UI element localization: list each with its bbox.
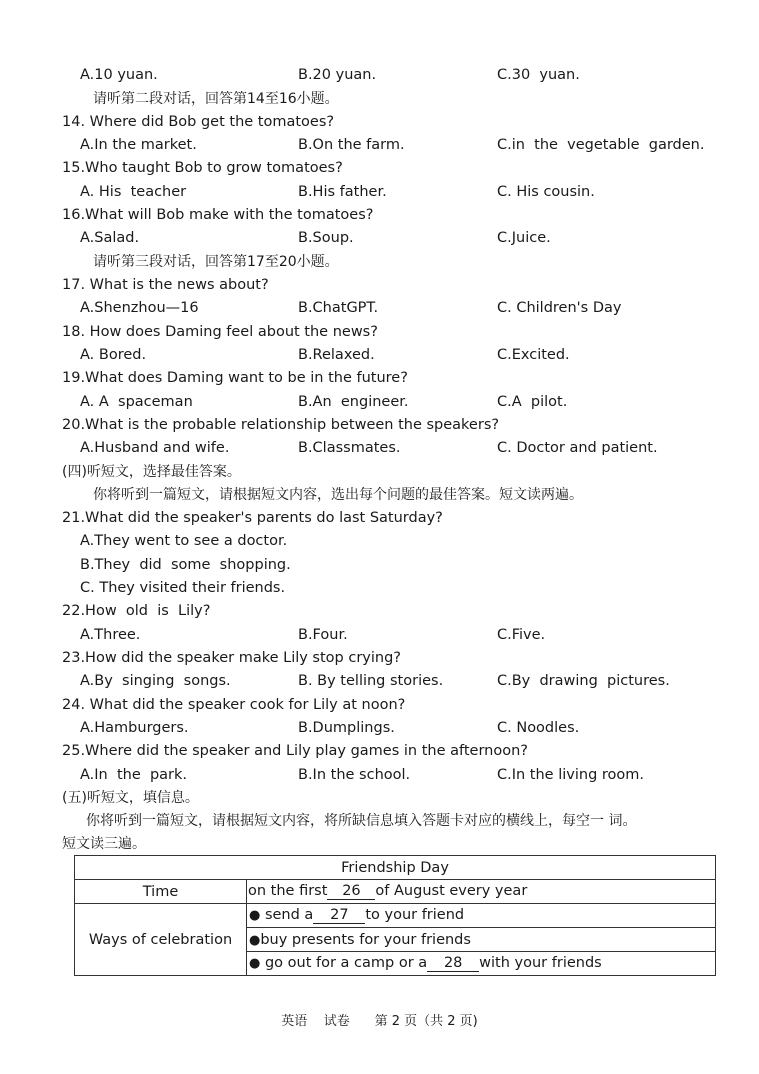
q16-stem: 16.What will Bob make with the tomatoes? [62, 207, 374, 223]
q25-stem: 25.Where did the speaker and Lily play games in the afternoon? [62, 743, 528, 759]
way1-pre-text: send a [264, 907, 314, 923]
q17-stem: 17. What is the news about? [62, 277, 269, 293]
q17-option-c: C. Children's Day [497, 300, 622, 316]
q24-stem: 24. What did the speaker cook for Lily at noon? [62, 697, 406, 713]
q23-option-a: A.By singing songs. [80, 673, 231, 689]
q22-option-a: A.Three. [80, 627, 141, 643]
part5-intro-line1: 你将听到一篇短文，请根据短文内容，将所缺信息填入答题卡对应的横线上，每空一 词。 [86, 813, 637, 829]
q16-option-c: C.Juice. [497, 230, 551, 246]
q22-stem: 22.How old is Lily? [62, 603, 211, 619]
q15-option-a: A. His teacher [80, 184, 187, 200]
table-title: Friendship Day [75, 856, 716, 880]
way3-post-text: with your friends [479, 955, 602, 971]
q19-option-b: B.An engineer. [298, 394, 409, 410]
blank-26: 26 [327, 883, 375, 900]
way1-post-text: to your friend [365, 907, 465, 923]
q25-option-c: C.In the living room. [497, 767, 645, 783]
way-row-1 [247, 904, 716, 928]
q19-stem: 19.What does Daming want to be in the future? [62, 370, 408, 386]
section3-intro: 请听第三段对话，回答第17至20小题。 [93, 254, 339, 270]
q14-option-b: B.On the farm. [298, 137, 405, 153]
time-post-text: of August every year [375, 883, 528, 899]
q19-option-a: A. A spaceman [80, 394, 193, 410]
q21-option-a: A.They went to see a doctor. [80, 533, 288, 549]
q14-option-c: C.in the vegetable garden. [497, 137, 705, 153]
q15-option-b: B.His father. [298, 184, 387, 200]
q14-stem: 14. Where did Bob get the tomatoes? [62, 114, 335, 130]
q21-stem: 21.What did the speaker's parents do last Saturday? [62, 510, 443, 526]
q16-option-a: A.Salad. [80, 230, 140, 246]
q25-option-b: B.In the school. [298, 767, 411, 783]
q24-option-c: C. Noodles. [497, 720, 580, 736]
time-label: Time [75, 880, 247, 904]
blank-28: 28 [427, 955, 479, 972]
part4-intro: 你将听到一篇短文，请根据短文内容，选出每个问题的最佳答案。短文读两遍。 [93, 487, 583, 503]
q21-option-b: B.They did some shopping. [80, 557, 291, 573]
q23-option-c: C.By drawing pictures. [497, 673, 670, 689]
q18-stem: 18. How does Daming feel about the news? [62, 324, 378, 340]
q17-option-b: B.ChatGPT. [298, 300, 379, 316]
q24-option-a: A.Hamburgers. [80, 720, 189, 736]
q20-option-c: C. Doctor and patient. [497, 440, 658, 456]
q21-option-c: C. They visited their friends. [80, 580, 286, 596]
way-row-3 [247, 952, 716, 976]
q16-option-b: B.Soup. [298, 230, 354, 246]
way2-text: buy presents for your friends [260, 931, 471, 948]
blank-27: 27 [313, 907, 365, 924]
ways-label: Ways of celebration [75, 904, 247, 976]
q20-option-a: A.Husband and wife. [80, 440, 230, 456]
part4-title: (四)听短文，选择最佳答案。 [62, 464, 241, 480]
q15-stem: 15.Who taught Bob to grow tomatoes? [62, 160, 343, 176]
q15-option-c: C. His cousin. [497, 184, 595, 200]
q14-option-a: A.In the market. [80, 137, 197, 153]
q23-stem: 23.How did the speaker make Lily stop crying? [62, 650, 401, 666]
q25-option-a: A.In the park. [80, 767, 188, 783]
friendship-day-table [74, 855, 716, 976]
q24-option-b: B.Dumplings. [298, 720, 395, 736]
time-pre-text: on the first [248, 883, 328, 899]
q17-option-a: A.Shenzhou—16 [80, 300, 199, 316]
q18-option-c: C.Excited. [497, 347, 570, 363]
part5-intro-line2: 短文读三遍。 [62, 836, 146, 852]
q18-option-b: B.Relaxed. [298, 347, 375, 363]
q23-option-b: B. By telling stories. [298, 673, 444, 689]
bullet-icon: ● [249, 932, 261, 948]
q13-option-b: B.20 yuan. [298, 67, 377, 83]
time-cell [247, 880, 716, 904]
q13-option-c: C.30 yuan. [497, 67, 580, 83]
section2-intro: 请听第二段对话，回答第14至16小题。 [93, 91, 339, 107]
page-footer: 英语 试卷 第 2 页（共 2 页) [281, 1014, 478, 1029]
q13-option-a: A.10 yuan. [80, 67, 158, 83]
way-row-2 [247, 928, 716, 952]
q19-option-c: C.A pilot. [497, 394, 568, 410]
q18-option-a: A. Bored. [80, 347, 147, 363]
q22-option-c: C.Five. [497, 627, 546, 643]
q20-stem: 20.What is the probable relationship between the speakers? [62, 417, 500, 433]
way3-pre-text: go out for a camp or a [264, 955, 428, 971]
bullet-icon: ● [249, 908, 261, 923]
q22-option-b: B.Four. [298, 627, 348, 643]
bullet-icon: ● [249, 956, 261, 971]
part5-title: (五)听短文，填信息。 [62, 790, 199, 806]
q20-option-b: B.Classmates. [298, 440, 401, 456]
